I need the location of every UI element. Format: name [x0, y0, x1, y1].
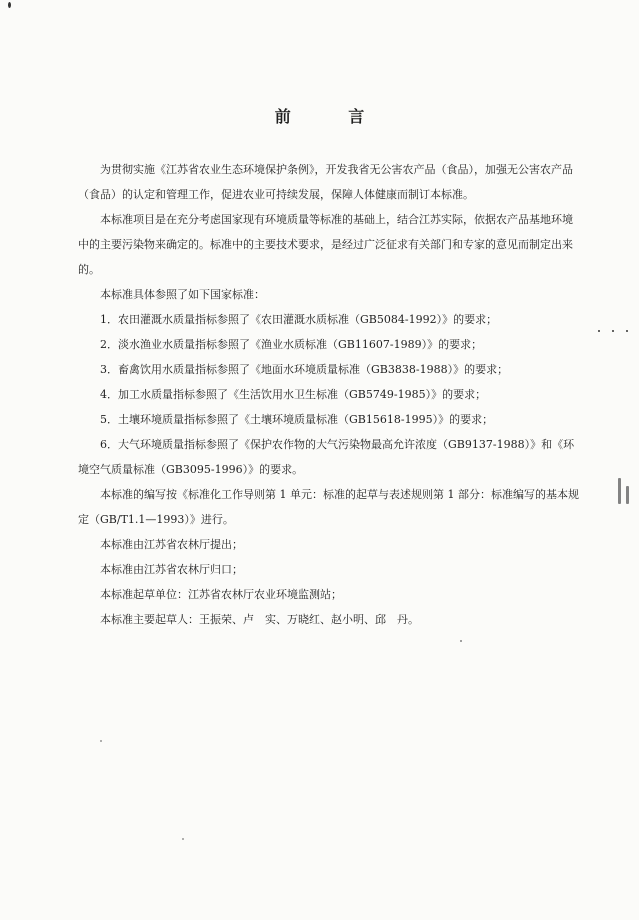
- paragraph-drafters: 本标准主要起草人：王振荣、卢 实、万晓红、赵小明、邱 丹。: [100, 613, 419, 626]
- scan-speck: [618, 478, 621, 504]
- paragraph-administrator: 本标准由江苏省农林厅归口；: [100, 563, 243, 576]
- scan-speck: [612, 330, 614, 332]
- scan-speck: [626, 330, 628, 332]
- paragraph-drafting-rules: 本标准的编写按《标准化工作导则第 1 单元：标准的起草与表述规则第 1 部分：标准编写的基本规定（GB/T1.1—1993）》进行。: [78, 488, 579, 526]
- paragraph-basis: 本标准项目是在充分考虑国家现有环境质量等标准的基础上，结合江苏实际，依据农产品基地环境中的主要污染物来确定的。标准中的主要技术要求，是经过广泛征求有关部门和专家的意见而制定出来的。: [78, 213, 573, 276]
- scan-speck: [182, 838, 184, 840]
- paragraph-proposer: 本标准由江苏省农林厅提出；: [100, 538, 243, 551]
- scan-speck: [8, 2, 11, 8]
- reference-item-3: 3．畜禽饮用水质量指标参照了《地面水环境质量标准（GB3838-1988）》的要求；: [100, 363, 509, 376]
- paragraph-references-intro: 本标准具体参照了如下国家标准：: [100, 288, 265, 301]
- scan-speck: [460, 640, 462, 642]
- reference-item-5: 5．土壤环境质量指标参照了《土壤环境质量标准（GB15618-1995）》的要求；: [100, 413, 494, 426]
- reference-item-2: 2．淡水渔业水质量指标参照了《渔业水质标准（GB11607-1989）》的要求；: [100, 338, 483, 351]
- reference-item-4: 4．加工水质量指标参照了《生活饮用水卫生标准（GB5749-1985）》的要求；: [100, 388, 487, 401]
- scan-speck: [626, 486, 629, 504]
- page-title: 前 言: [274, 107, 391, 126]
- preface-body: [78, 157, 580, 632]
- paragraph-drafting-unit: 本标准起草单位：江苏省农林厅农业环境监测站；: [100, 588, 342, 601]
- reference-item-6: 6．大气环境质量指标参照了《保护农作物的大气污染物最高允许浓度（GB9137-1988）》和《环境空气质量标准（GB3095-1996）》的要求。: [78, 438, 575, 476]
- reference-item-1: 1．农田灌溉水质量指标参照了《农田灌溉水质标准（GB5084-1992）》的要求；: [100, 313, 498, 326]
- scan-speck: [598, 330, 600, 332]
- paragraph-purpose: 为贯彻实施《江苏省农业生态环境保护条例》，开发我省无公害农产品（食品），加强无公害农产品（食品）的认定和管理工作，促进农业可持续发展，保障人体健康而制订本标准。: [78, 163, 573, 201]
- scan-speck: [100, 740, 102, 742]
